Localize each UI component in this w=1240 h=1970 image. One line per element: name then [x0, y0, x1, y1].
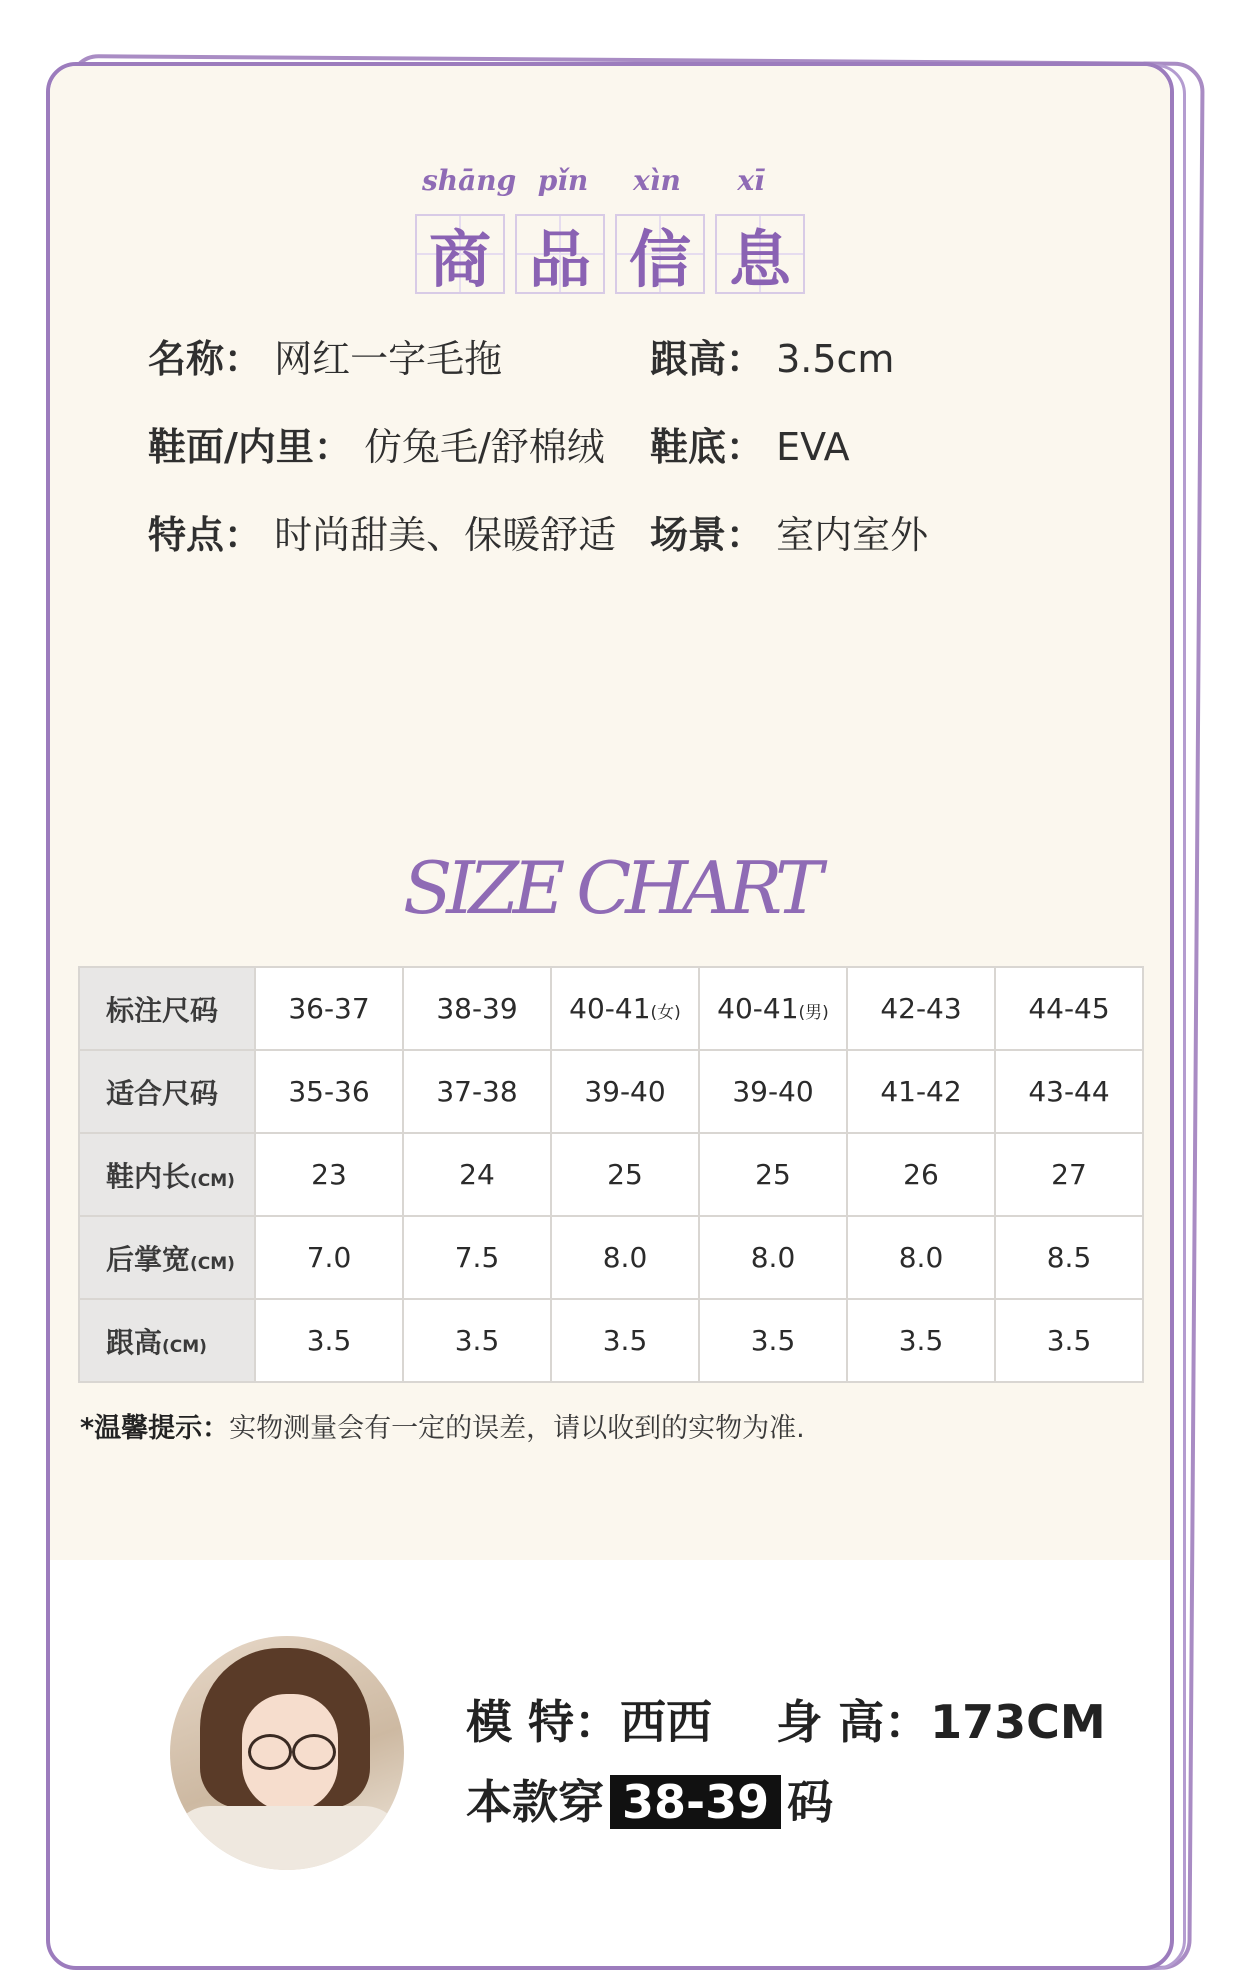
size-chart-cell: [551, 967, 699, 1050]
pinyin-3: xìn: [633, 164, 681, 197]
title-char-4: 息: [715, 214, 805, 294]
size-chart-cell: [403, 1216, 551, 1299]
cell-value: 3.5: [602, 1324, 648, 1357]
info-name-value: 网红一字毛拖: [274, 337, 503, 381]
info-name: [148, 328, 502, 383]
size-chart-cell: [847, 1050, 995, 1133]
size-chart-row: [79, 1133, 1143, 1216]
size-chart-row: [79, 1299, 1143, 1382]
size-chart-cell: [847, 1299, 995, 1382]
size-chart-cell: [699, 1216, 847, 1299]
avatar-glasses-left: [248, 1734, 292, 1770]
info-heel-value: 3.5cm: [776, 337, 895, 381]
cell-value: 36-37: [288, 992, 370, 1025]
size-chart-row-header: [79, 1299, 255, 1382]
size-chart-cell: [995, 1299, 1143, 1382]
size-chart-cell: [403, 1133, 551, 1216]
pinyin-1: shāng: [422, 164, 517, 197]
cell-value: 43-44: [1028, 1075, 1110, 1108]
model-avatar: [170, 1636, 404, 1870]
row-header-unit: (CM): [190, 1253, 235, 1274]
info-upper-value: 仿兔毛/舒棉绒: [363, 425, 605, 469]
size-chart-row: [79, 967, 1143, 1050]
cell-value: 37-38: [436, 1075, 518, 1108]
cell-value: 3.5: [898, 1324, 944, 1357]
info-name-label: 名称：: [148, 337, 263, 381]
size-chart-row-header: [79, 1216, 255, 1299]
size-chart-cell: [551, 1050, 699, 1133]
size-chart-cell: [847, 1133, 995, 1216]
cell-value: 38-39: [436, 992, 518, 1025]
cell-value: 7.0: [306, 1241, 352, 1274]
title-char-1: 商: [415, 214, 505, 294]
cell-value: 25: [607, 1158, 643, 1191]
avatar-sweater: [170, 1806, 404, 1870]
title-char-2: 品: [515, 214, 605, 294]
cell-value: 42-43: [880, 992, 962, 1025]
model-size-prefix: 本款穿: [466, 1775, 604, 1829]
size-chart-row: [79, 1216, 1143, 1299]
cell-value: 23: [311, 1158, 347, 1191]
cell-value: 40-41: [717, 992, 799, 1025]
size-chart-cell: [403, 1050, 551, 1133]
info-sole: [650, 416, 850, 471]
row-header-label: 后掌宽: [106, 1242, 191, 1276]
size-chart-cell: [847, 967, 995, 1050]
title-pinyin: [50, 164, 1170, 197]
model-size-info: [466, 1766, 833, 1832]
cell-value: 25: [755, 1158, 791, 1191]
info-upper-label: 鞋面/内里：: [148, 425, 352, 469]
page-title: [50, 214, 1170, 294]
row-header-label: 鞋内长: [106, 1159, 191, 1193]
product-info-card: [46, 62, 1174, 1970]
size-chart-cell: [255, 1216, 403, 1299]
size-chart-row-header: [79, 1050, 255, 1133]
size-chart-cell: [699, 1299, 847, 1382]
cell-value: 7.5: [454, 1241, 500, 1274]
cell-gender-note: (女): [650, 1003, 681, 1023]
size-chart-cell: [255, 967, 403, 1050]
size-chart-row-header: [79, 967, 255, 1050]
info-sole-value: EVA: [776, 425, 850, 469]
info-feature-label: 特点：: [148, 513, 263, 557]
info-feature-value: 时尚甜美、保暖舒适: [274, 513, 617, 557]
info-feature: [148, 504, 616, 559]
model-info: 模 特：西西 身 高：173CM: [466, 1695, 1106, 1749]
avatar-glasses-right: [292, 1734, 336, 1770]
size-chart-table: [78, 966, 1144, 1383]
cell-value: 8.0: [898, 1241, 944, 1274]
cell-value: 8.0: [750, 1241, 796, 1274]
info-scene-value: 室内室外: [776, 513, 929, 557]
size-chart-cell: [551, 1216, 699, 1299]
size-chart-cell: [551, 1299, 699, 1382]
size-chart-cell: [847, 1216, 995, 1299]
model-size-badge: 38-39: [610, 1775, 781, 1829]
size-chart-cell: [551, 1133, 699, 1216]
cell-value: 40-41: [569, 992, 651, 1025]
info-upper: [148, 416, 605, 471]
tip-text: 实物测量会有一定的误差，请以收到的实物为准.: [229, 1413, 805, 1444]
cell-value: 27: [1051, 1158, 1087, 1191]
size-tip: [80, 1406, 805, 1445]
size-chart-cell: [403, 967, 551, 1050]
size-chart-cell: [995, 1216, 1143, 1299]
size-chart-cell: [699, 1133, 847, 1216]
cell-value: 8.0: [602, 1241, 648, 1274]
tip-label: *温馨提示：: [80, 1413, 230, 1444]
size-chart-cell: [699, 1050, 847, 1133]
cell-value: 35-36: [288, 1075, 370, 1108]
pinyin-2: pǐn: [537, 164, 589, 197]
size-chart-cell: [699, 967, 847, 1050]
size-chart-cell: [403, 1299, 551, 1382]
cell-gender-note: (男): [798, 1003, 829, 1023]
pinyin-4: xī: [737, 164, 765, 197]
row-header-unit: (CM): [162, 1336, 207, 1357]
cell-value: 39-40: [732, 1075, 814, 1108]
size-chart-cell: [255, 1050, 403, 1133]
size-chart-cell: [995, 1050, 1143, 1133]
cell-value: 8.5: [1046, 1241, 1092, 1274]
cell-value: 3.5: [454, 1324, 500, 1357]
cell-value: 39-40: [584, 1075, 666, 1108]
info-heel-label: 跟高：: [650, 337, 765, 381]
size-chart-cell: [255, 1133, 403, 1216]
size-chart-cell: [255, 1299, 403, 1382]
size-chart-cell: [995, 1133, 1143, 1216]
info-sole-label: 鞋底：: [650, 425, 765, 469]
info-scene: [650, 504, 928, 559]
cell-value: 24: [459, 1158, 495, 1191]
cell-value: 3.5: [306, 1324, 352, 1357]
size-chart-title: SIZE CHART: [402, 846, 818, 930]
model-size-suffix: 码: [787, 1775, 834, 1829]
cell-value: 41-42: [880, 1075, 962, 1108]
title-char-3: 信: [615, 214, 705, 294]
size-chart-row-header: [79, 1133, 255, 1216]
row-header-unit: (CM): [190, 1170, 235, 1191]
info-heel: [650, 328, 894, 383]
row-header-label: 适合尺码: [106, 1076, 219, 1110]
info-scene-label: 场景：: [650, 513, 765, 557]
cell-value: 3.5: [1046, 1324, 1092, 1357]
size-chart-cell: [995, 967, 1143, 1050]
cell-value: 44-45: [1028, 992, 1110, 1025]
row-header-label: 跟高: [106, 1325, 163, 1359]
size-chart-row: [79, 1050, 1143, 1133]
cell-value: 3.5: [750, 1324, 796, 1357]
cell-value: 26: [903, 1158, 939, 1191]
row-header-label: 标注尺码: [106, 993, 219, 1027]
